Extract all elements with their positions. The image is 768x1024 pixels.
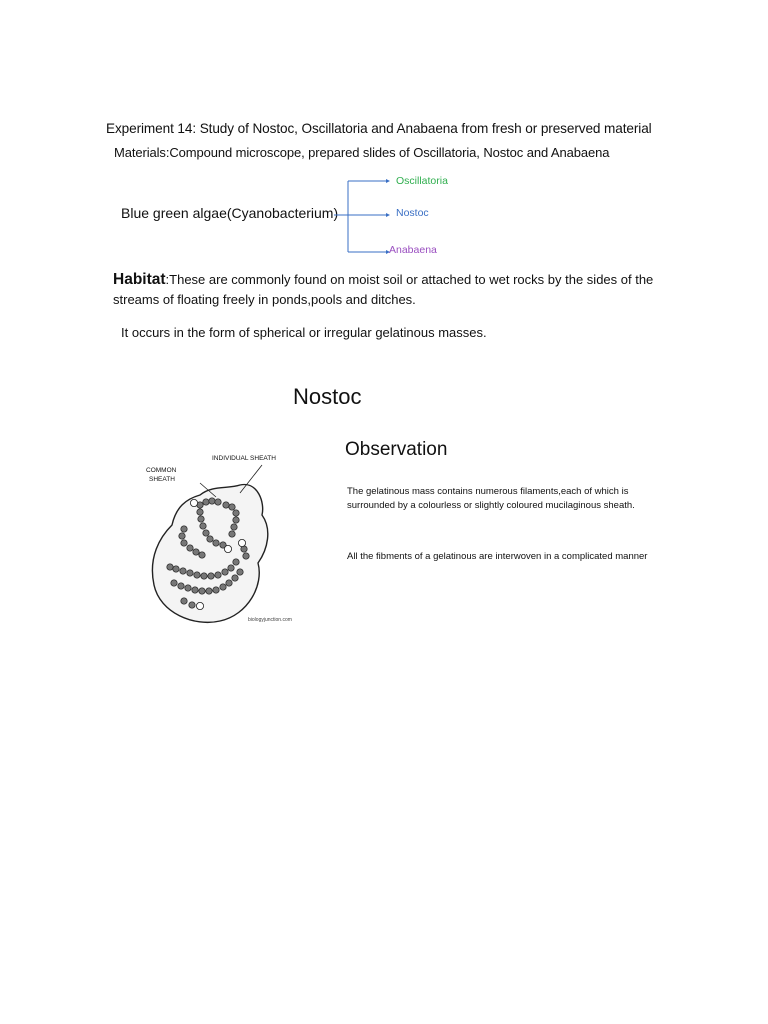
branch-nostoc: Nostoc [396, 207, 429, 219]
classification-root: Blue green algae(Cyanobacterium) [121, 205, 339, 221]
observation-title: Observation [345, 439, 448, 460]
occurrence-line: It occurs in the form of spherical or irregular gelatinous masses. [121, 325, 487, 340]
habitat-paragraph [113, 270, 673, 310]
figure-watermark: biologyjunction.com [248, 617, 292, 623]
habitat-text: :These are commonly found on moist soil or attached to wet rocks by the sides of the streams of floating freely in ponds,pools and ditches. [113, 272, 654, 307]
observation-paragraph-2: All the fibments of a gelatinous are interwoven in a complicated manner [347, 551, 648, 562]
habitat-label: Habitat [113, 271, 166, 288]
materials-line: Materials:Compound microscope, prepared slides of Oscillatoria, Nostoc and Anabaena [114, 145, 610, 160]
label-common-sheath-line1: COMMON [146, 467, 177, 474]
experiment-title: Experiment 14: Study of Nostoc, Oscillatoria and Anabaena from fresh or preserved material [106, 121, 652, 136]
observation-paragraph-1: The gelatinous mass contains numerous filaments,each of which is surrounded by a colourless or slightly coloured mucilaginous sheath. [347, 486, 635, 511]
branch-anabaena: Anabaena [389, 244, 437, 256]
nostoc-diagram [140, 445, 320, 635]
branch-oscillatoria: Oscillatoria [396, 175, 448, 187]
common-sheath-outline [152, 485, 267, 623]
section-title: Nostoc [293, 384, 362, 409]
label-common-sheath-line2: SHEATH [149, 476, 175, 483]
label-individual-sheath: INDIVIDUAL SHEATH [212, 455, 276, 462]
